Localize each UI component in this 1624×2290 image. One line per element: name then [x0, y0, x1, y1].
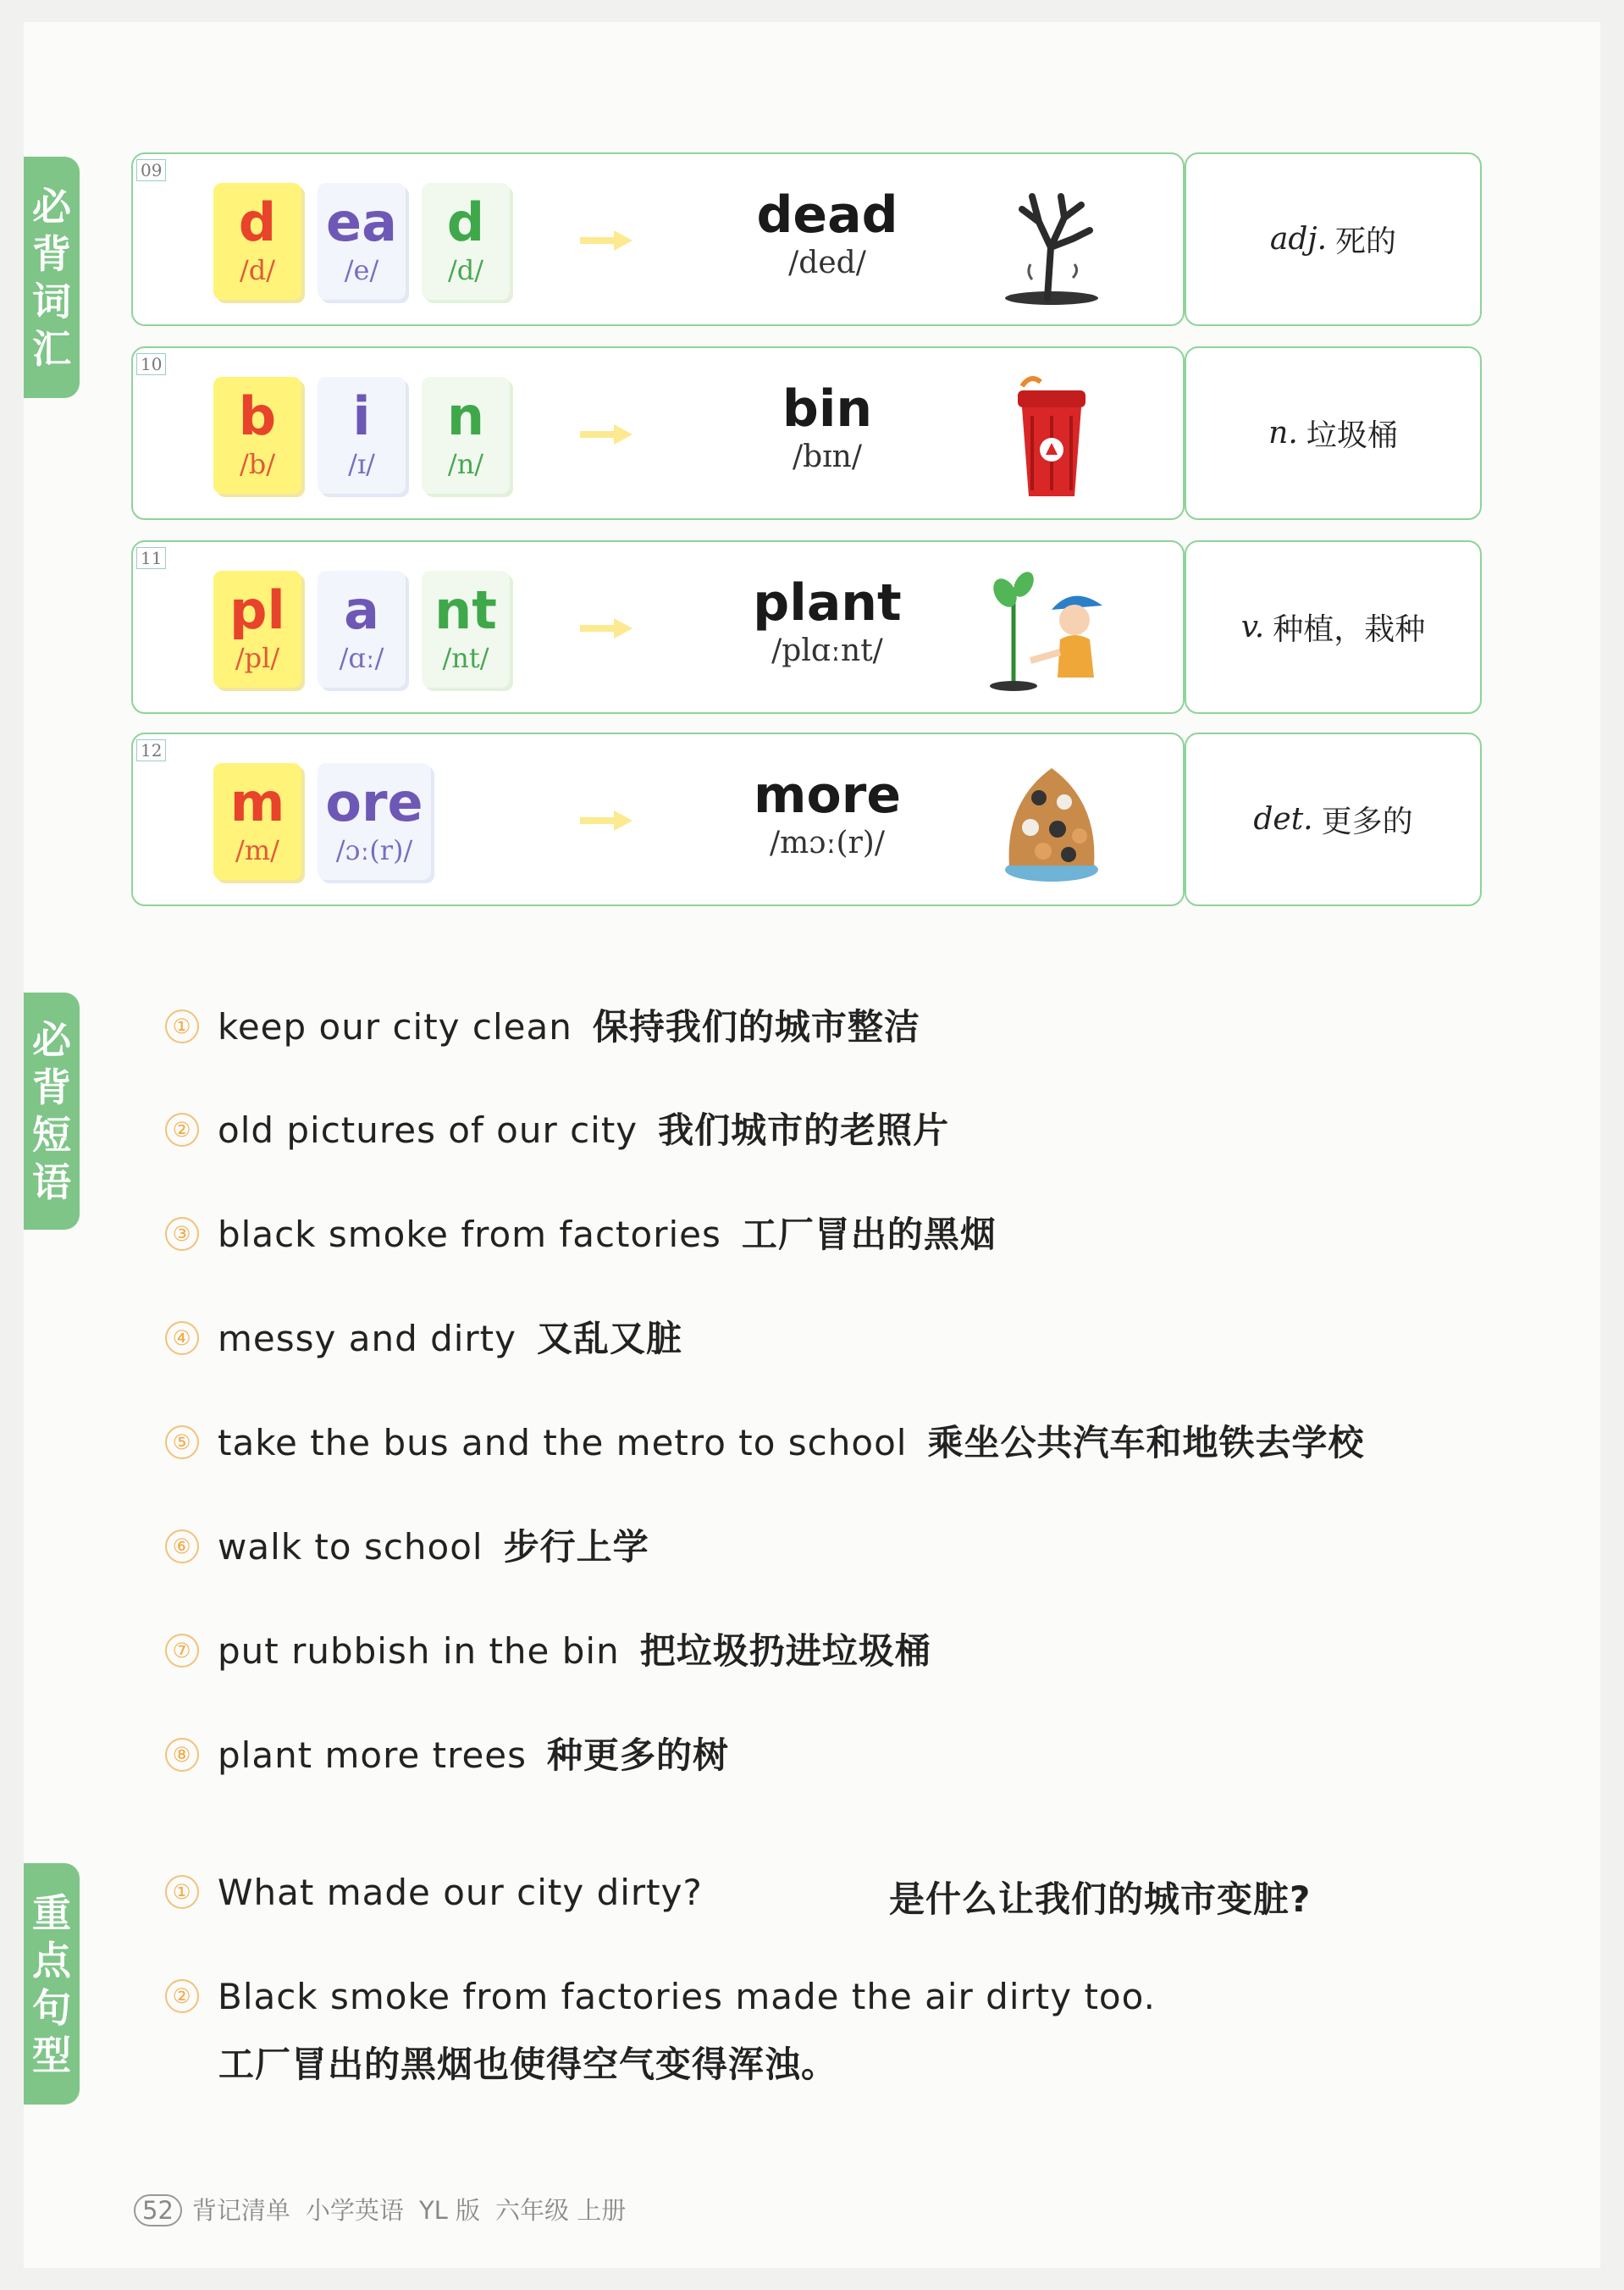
tile-letters: n [446, 385, 485, 447]
tile-letters: d [238, 191, 277, 253]
arrow-right-icon [580, 230, 632, 251]
phrase-item [165, 999, 920, 1050]
vocab-ipa: /plɑːnt/ [771, 633, 883, 668]
tile-letters: i [352, 385, 371, 447]
vocab-word: bin [782, 379, 873, 439]
phrase-chinese: 乘坐公共汽车和地铁去学校 [927, 1422, 1365, 1463]
phrase-english: old pictures of our city [218, 1109, 638, 1151]
phrase-english: take the bus and the metro to school [218, 1422, 908, 1463]
word-definition [1185, 733, 1482, 906]
vocab-ipa: /bɪn/ [792, 440, 862, 474]
row-number: 12 [136, 739, 166, 761]
bowl-of-cats-icon [980, 751, 1124, 891]
word-definition [1185, 152, 1482, 326]
chinese-meaning: 死的 [1335, 224, 1397, 259]
tile-ipa: /d/ [447, 254, 484, 286]
item-number: ⑧ [165, 1738, 199, 1772]
phrase-chinese: 种更多的树 [547, 1734, 730, 1776]
tab-char: 必 [32, 1017, 71, 1063]
phrase-item [165, 1207, 997, 1258]
tile-ipa: /m/ [235, 834, 279, 866]
tile-letters: b [238, 385, 277, 447]
item-number: ① [165, 1009, 199, 1043]
phrase-item [165, 1103, 949, 1153]
phrase-item [165, 1623, 931, 1674]
phonics-tile [318, 183, 406, 300]
phrase-item [165, 1728, 729, 1778]
phrase-chinese: 步行上学 [503, 1526, 649, 1568]
row-number: 10 [136, 353, 166, 375]
part-of-speech: adj. [1269, 222, 1328, 257]
phonics-tile [213, 763, 301, 880]
item-number: ⑥ [165, 1529, 199, 1563]
item-number: ② [165, 1979, 199, 2013]
item-number: ② [165, 1113, 199, 1147]
phrase-chinese: 又乱又脏 [537, 1318, 683, 1359]
tile-ipa: /n/ [447, 448, 484, 480]
vocab-word: more [753, 766, 902, 825]
girl-planting-icon [980, 559, 1124, 699]
word-breakdown-panel [131, 152, 1185, 326]
sentence-chinese: 工厂冒出的黑烟也使得空气变得浑浊。 [218, 2044, 838, 2085]
section-tab-vocabulary [24, 157, 80, 398]
vocab-ipa: /mɔː(r)/ [770, 826, 885, 860]
dead-tree-icon [980, 171, 1124, 311]
part-of-speech: det. [1253, 802, 1313, 837]
arrow-right-icon [580, 618, 632, 639]
arrow-right-icon [580, 424, 632, 445]
phonics-tile [318, 377, 406, 494]
arrow-right-icon [580, 810, 632, 831]
phrase-english: plant more trees [218, 1734, 528, 1776]
section-tab-phrases [24, 993, 80, 1230]
row-number: 09 [136, 159, 166, 181]
phonics-tile [318, 571, 406, 688]
phrase-chinese: 工厂冒出的黑烟 [741, 1214, 997, 1255]
book-grade: 六年级 上册 [495, 2196, 627, 2225]
row-number: 11 [136, 547, 166, 569]
book-edition: YL 版 [418, 2196, 481, 2225]
sentence-item [165, 1976, 1156, 2017]
tab-char: 重 [32, 1889, 71, 1936]
word-breakdown-panel [131, 540, 1185, 714]
sentence-english: Black smoke from factories made the air dirty too. [218, 1976, 1156, 2017]
phonics-tile [318, 763, 431, 880]
word-definition [1185, 346, 1482, 520]
item-number: ⑦ [165, 1634, 199, 1668]
word-breakdown-panel [131, 733, 1185, 906]
tab-char: 必 [32, 183, 71, 230]
tile-letters: ore [325, 772, 423, 833]
phrase-item [165, 1519, 649, 1570]
tab-char: 汇 [32, 325, 71, 372]
word-card-bin [131, 346, 1482, 520]
word-breakdown-panel [131, 346, 1185, 520]
phrase-english: put rubbish in the bin [218, 1630, 620, 1672]
phonics-tile [422, 571, 510, 688]
phrase-item [165, 1311, 682, 1362]
tile-ipa: /e/ [344, 254, 379, 286]
page-number: 52 [134, 2194, 182, 2226]
tile-ipa: /ɑː/ [339, 642, 384, 674]
trash-bin-icon [980, 365, 1124, 505]
phrase-item [165, 1415, 1364, 1466]
tile-ipa: /d/ [239, 254, 276, 286]
tile-letters: m [229, 772, 285, 833]
tile-ipa: /ɔː(r)/ [335, 834, 413, 866]
tab-char: 背 [32, 230, 71, 277]
phrase-english: keep our city clean [218, 1006, 572, 1048]
part-of-speech: v. [1240, 610, 1265, 644]
tile-letters: a [344, 579, 379, 641]
tab-char: 词 [32, 278, 71, 324]
word-definition [1185, 540, 1482, 714]
phrase-chinese: 我们城市的老照片 [658, 1109, 950, 1151]
tile-letters: pl [229, 579, 285, 641]
tab-char: 句 [32, 1984, 71, 2031]
chinese-meaning: 垃圾桶 [1306, 418, 1398, 453]
part-of-speech: n. [1268, 416, 1298, 451]
tile-ipa: /pl/ [235, 642, 280, 674]
word-card-more [131, 733, 1482, 906]
phonics-tile [213, 377, 301, 494]
tab-char: 短 [32, 1112, 71, 1158]
book-title: 背记清单 [191, 2196, 290, 2225]
page-footer [134, 2192, 641, 2226]
tile-ipa: /nt/ [442, 642, 489, 674]
phrase-english: walk to school [218, 1526, 483, 1568]
item-number: ④ [165, 1321, 199, 1355]
tile-letters: d [446, 191, 485, 253]
tab-char: 型 [32, 2032, 71, 2078]
tab-char: 语 [32, 1159, 71, 1205]
item-number: ⑤ [165, 1425, 199, 1459]
tile-ipa: /b/ [239, 448, 276, 480]
section-tab-sentences [24, 1863, 80, 2105]
sentence-item [165, 1872, 1312, 1920]
phrase-english: black smoke from factories [218, 1214, 721, 1255]
tab-char: 背 [32, 1065, 71, 1110]
tile-letters: ea [326, 191, 397, 253]
chinese-meaning: 种植，栽种 [1273, 612, 1426, 647]
item-number: ① [165, 1875, 199, 1909]
phrase-chinese: 把垃圾扔进垃圾桶 [639, 1630, 931, 1672]
sentence-english: What made our city dirty? [218, 1872, 703, 1913]
book-subject: 小学英语 [305, 2196, 404, 2225]
tile-ipa: /ɪ/ [348, 448, 375, 480]
vocab-word: plant [753, 573, 902, 633]
sentence-chinese: 是什么让我们的城市变脏? [889, 1878, 1312, 1920]
sentence-translation [218, 2037, 837, 2088]
tile-letters: nt [434, 579, 497, 641]
phrase-english: messy and dirty [218, 1318, 517, 1359]
phonics-tile [422, 377, 510, 494]
item-number: ③ [165, 1217, 199, 1251]
vocab-word: dead [756, 185, 898, 245]
phrase-chinese: 保持我们的城市整洁 [592, 1006, 920, 1048]
chinese-meaning: 更多的 [1321, 805, 1413, 839]
vocab-ipa: /ded/ [788, 246, 866, 280]
word-card-dead [131, 152, 1482, 326]
phonics-tile [213, 571, 301, 688]
tab-char: 点 [32, 1937, 71, 1983]
word-card-plant [131, 540, 1482, 714]
phonics-tile [422, 183, 510, 300]
phonics-tile [213, 183, 301, 300]
